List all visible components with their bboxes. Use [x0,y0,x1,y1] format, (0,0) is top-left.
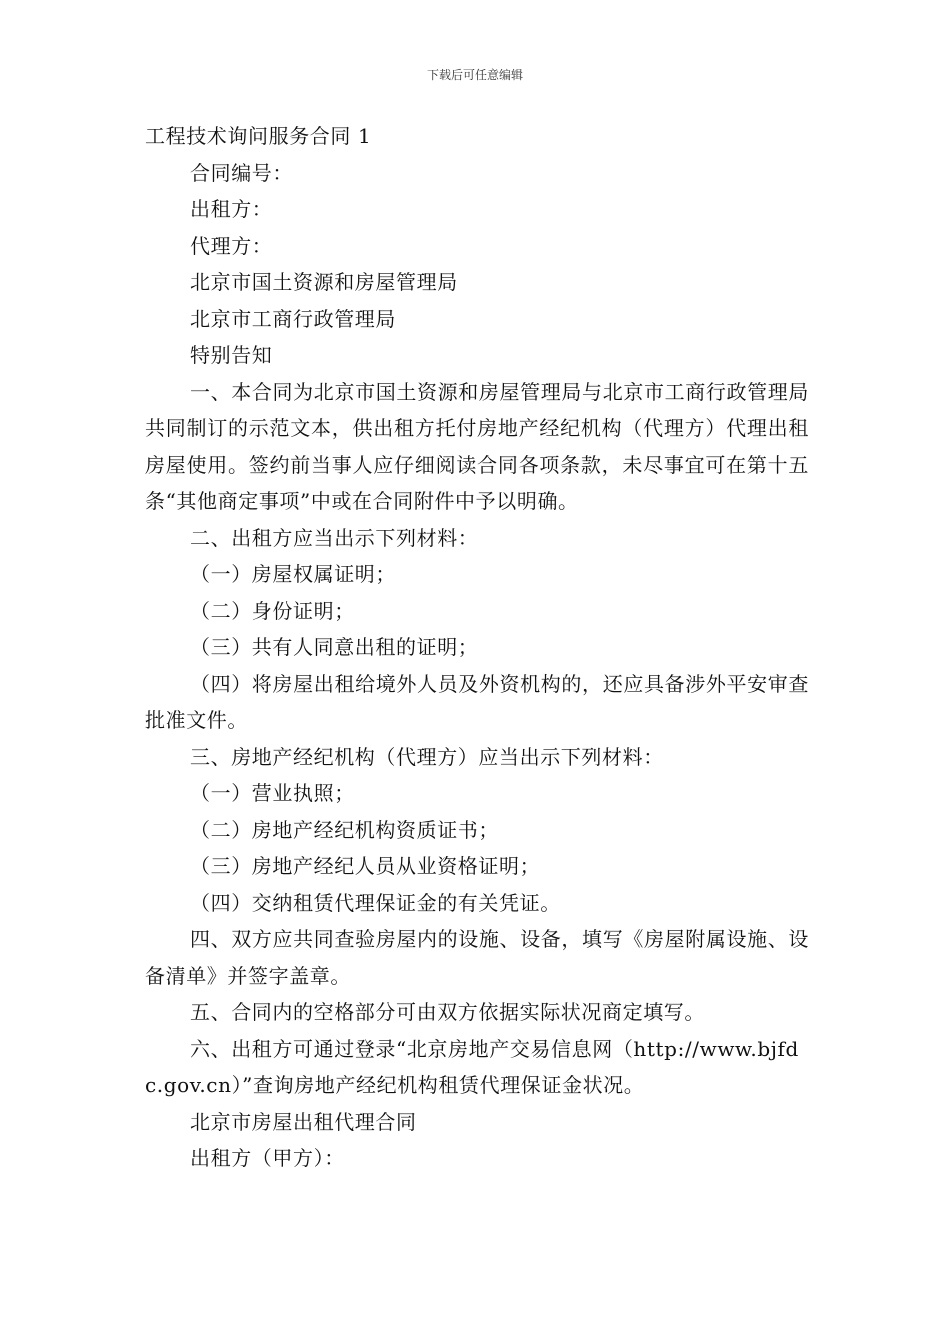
notice-item-5: 五、合同内的空格部分可由双方依据实际状况商定填写。 [190,1000,705,1024]
party-a-line: 出租方（甲方）： [190,1146,345,1170]
notice-item-1: 一、本合同为北京市国土资源和房屋管理局与北京市工商行政管理局共同制订的示范文本，供出租方托付房地产经纪机构（代理方）代理出租房屋使用。签约前当事人应仔细阅读合同各项条款，未尽事宜可在第十五条“其他商定事项”中或在合同附件中予以明确。 [145,379,809,513]
lessor-line: 出租方： [190,197,273,221]
document-body [145,118,809,1177]
notice-item-2-sub-4: （四）将房屋出租给境外人员及外资机构的，还应具备涉外平安审查批准文件。 [145,671,809,732]
document-title: 工程技术询问服务合同 1 [145,124,372,148]
issuer-land-bureau: 北京市国土资源和房屋管理局 [190,270,458,294]
contract-number-line: 合同编号： [190,160,293,185]
issuer-commerce-bureau: 北京市工商行政管理局 [190,306,396,331]
notice-item-2-sub-1: （一）房屋权属证明； [190,562,396,586]
notice-item-3: 三、房地产经纪机构（代理方）应当出示下列材料： [190,744,664,769]
notice-item-2-sub-2: （二）身份证明； [190,598,355,623]
notice-item-6: 六、出租方可通过登录“北京房地产交易信息网（http://www.bjfdc.gov.cn）”查询房地产经纪机构租赁代理保证金状况。 [145,1036,799,1097]
contract-heading: 北京市房屋出租代理合同 [190,1109,417,1134]
notice-item-2: 二、出租方应当出示下列材料： [190,525,479,550]
notice-item-4: 四、双方应共同查验房屋内的设施、设备，填写《房屋附属设施、设备清单》并签字盖章。 [145,927,809,988]
agent-line: 代理方： [190,233,273,258]
notice-item-2-sub-3: （三）共有人同意出租的证明； [190,635,479,659]
notice-item-3-sub-1: （一）营业执照； [190,781,355,805]
page-header: 下载后可任意编辑 [426,68,523,82]
notice-item-3-sub-4: （四）交纳租赁代理保证金的有关凭证。 [190,890,561,915]
notice-item-3-sub-2: （二）房地产经纪机构资质证书； [190,817,499,842]
special-notice-heading: 特别告知 [190,343,273,367]
notice-item-3-sub-3: （三）房地产经纪人员从业资格证明； [190,854,541,878]
